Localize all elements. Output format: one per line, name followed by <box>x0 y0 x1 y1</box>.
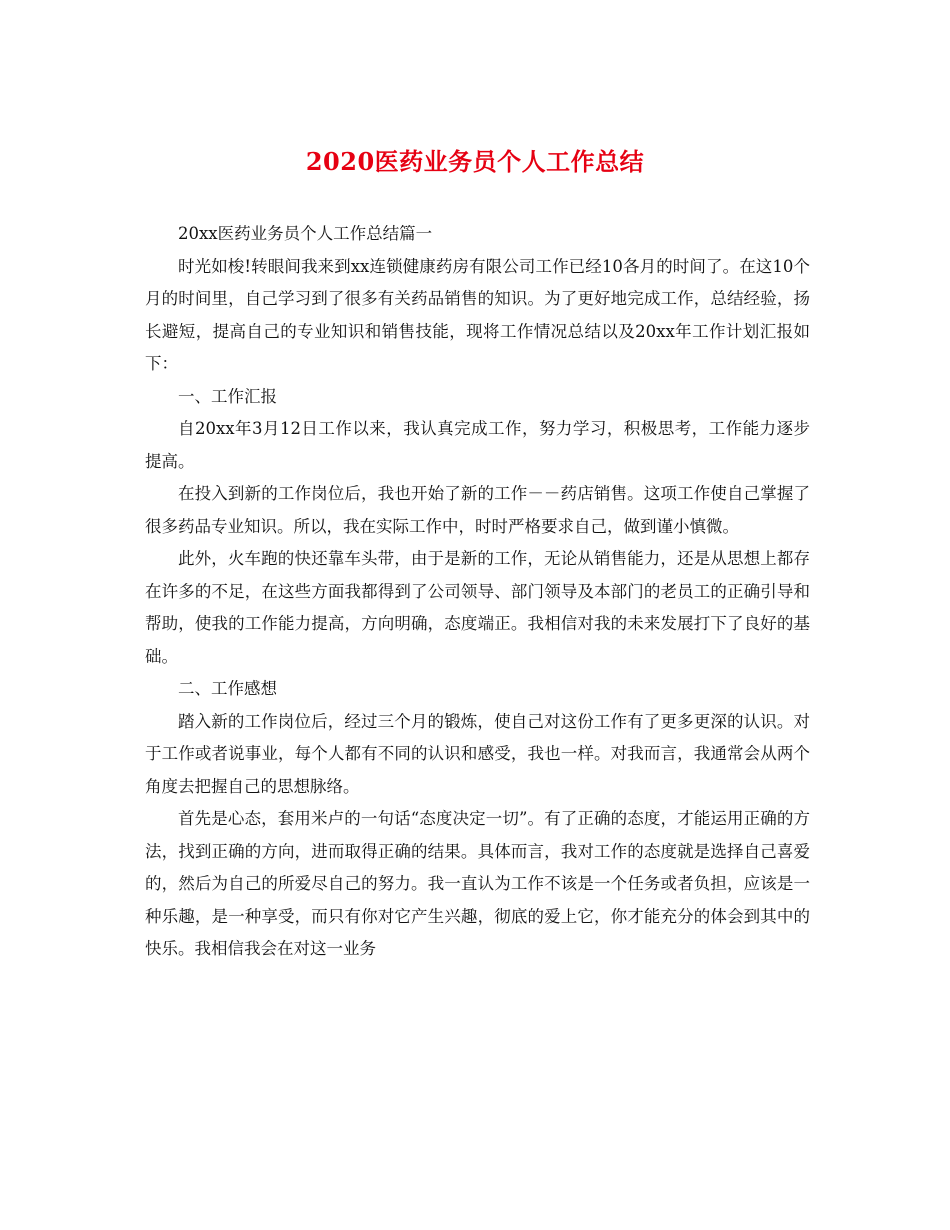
paragraph-intro: 时光如梭!转眼间我来到xx连锁健康药房有限公司工作已经10各月的时间了。在这10个月的时间里，自己学习到了很多有关药品销售的知识。为了更好地完成工作，总结经验，扬长避短，提高自己的专业知识和销售技能，现将工作情况总结以及20xx年工作计划汇报如下： <box>145 256 810 373</box>
document-body <box>145 218 810 966</box>
paragraph-subtitle: 20xx医药业务员个人工作总结篇一 <box>178 224 433 243</box>
paragraph: 此外，火车跑的快还靠车头带，由于是新的工作，无论从销售能力，还是从思想上都存在许多的不足，在这些方面我都得到了公司领导、部门领导及本部门的老员工的正确引导和帮助，使我的工作能力提高，方向明确，态度端正。我相信对我的未来发展打下了良好的基础。 <box>145 549 810 666</box>
paragraph: 自20xx年3月12日工作以来，我认真完成工作，努力学习，积极思考，工作能力逐步提高。 <box>145 419 810 471</box>
section-heading-work-thoughts: 二、工作感想 <box>178 679 277 698</box>
paragraph: 踏入新的工作岗位后，经过三个月的锻炼，使自己对这份工作有了更多更深的认识。对于工作或者说事业，每个人都有不同的认识和感受，我也一样。对我而言，我通常会从两个角度去把握自己的思想脉络。 <box>145 711 810 796</box>
document-title: 2020医药业务员个人工作总结 <box>305 147 645 176</box>
section-heading-work-report: 一、工作汇报 <box>178 386 277 406</box>
paragraph: 首先是心态，套用米卢的一句话“态度决定一切”。有了正确的态度，才能运用正确的方法，找到正确的方向，进而取得正确的结果。具体而言，我对工作的态度就是选择自己喜爱的，然后为自己的所爱尽自己的努力。我一直认为工作不该是一个任务或者负担，应该是一种乐趣，是一种享受，而只有你对它产生兴趣，彻底的爱上它，你才能充分的体会到其中的快乐。我相信我会在对这一业务 <box>145 809 810 958</box>
paragraph: 在投入到新的工作岗位后，我也开始了新的工作－－药店销售。这项工作使自己掌握了很多药品专业知识。所以，我在实际工作中，时时严格要求自己，做到谨小慎微。 <box>145 484 810 536</box>
